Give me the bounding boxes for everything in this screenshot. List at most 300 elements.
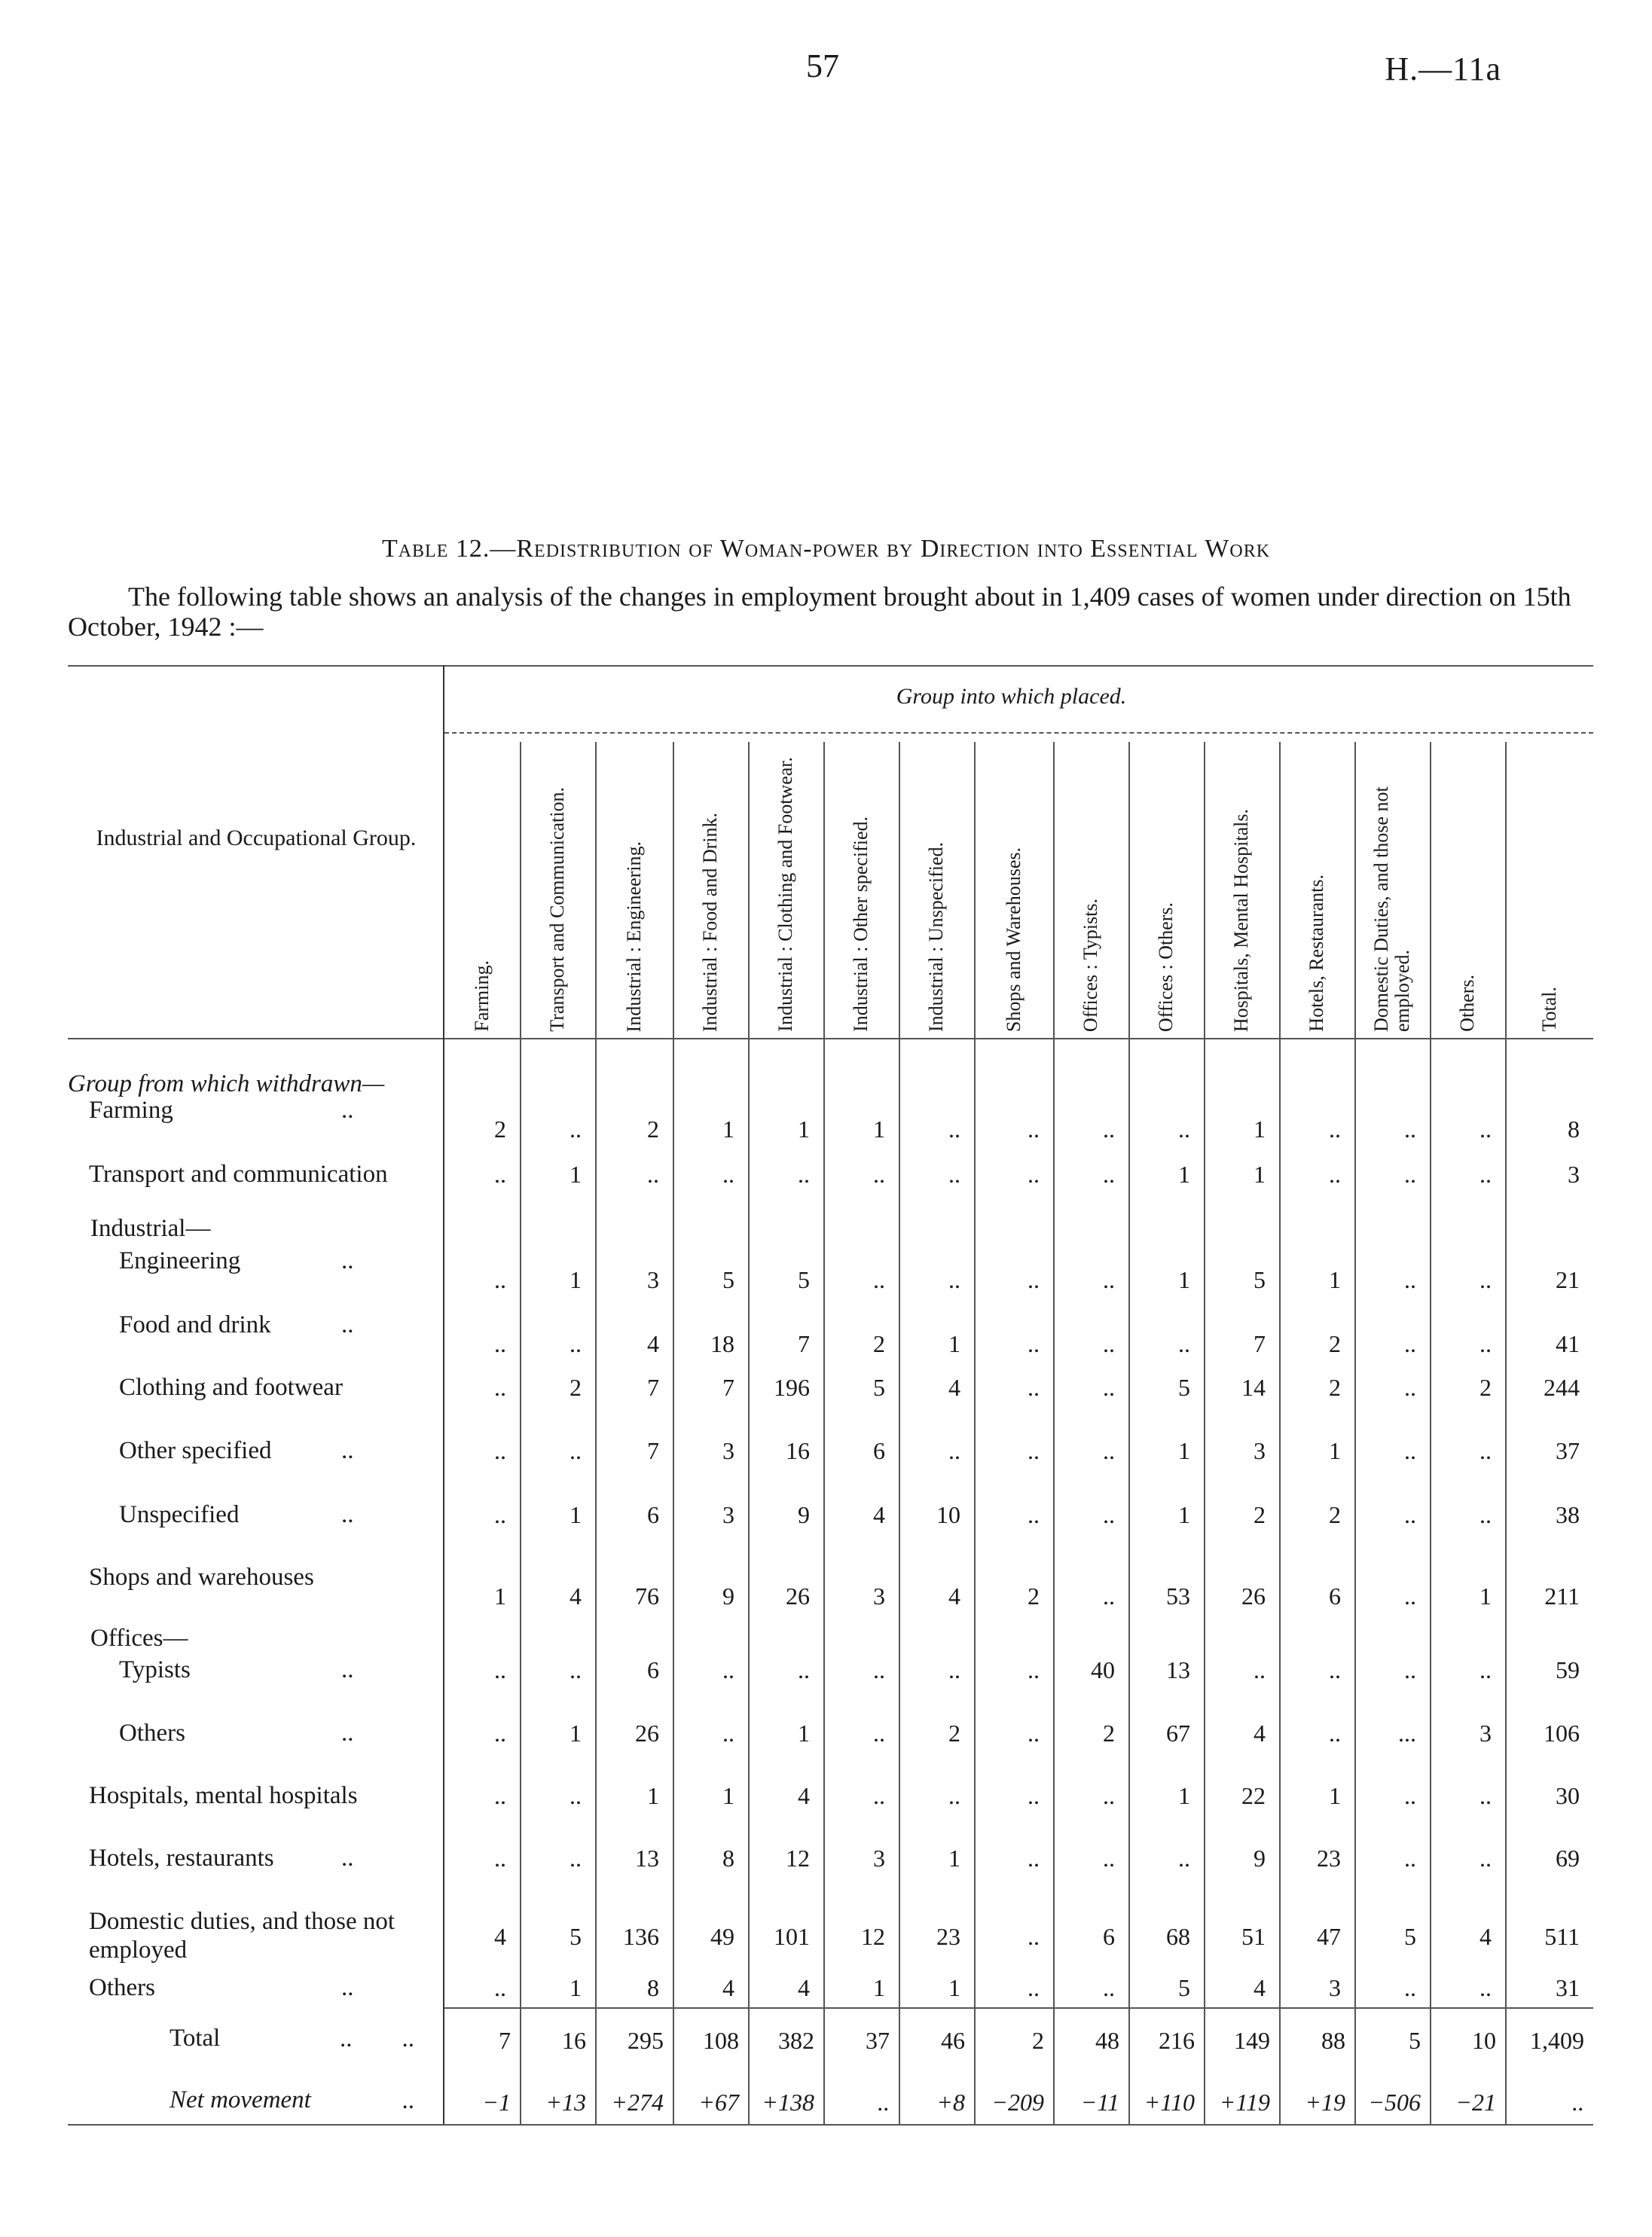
table-cell: 1 bbox=[722, 1782, 734, 1809]
table-cell: .. bbox=[1103, 1266, 1115, 1293]
table-cell: 2 bbox=[569, 1374, 582, 1401]
column-header-text: Offices : Typists. bbox=[1079, 898, 1101, 1032]
column-header-text: Industrial : Unspecified. bbox=[925, 842, 947, 1032]
table-cell: 16 bbox=[786, 1437, 810, 1464]
table-cell: .. bbox=[873, 1656, 885, 1683]
document-reference: H.—11a bbox=[1385, 50, 1501, 87]
row-label bbox=[89, 1096, 409, 1125]
table-cell: .. bbox=[948, 1161, 960, 1188]
table-cell: .. bbox=[722, 1720, 734, 1747]
table-cell: .. bbox=[1178, 1330, 1190, 1357]
table-cell: 26 bbox=[635, 1720, 659, 1747]
table-cell: .. bbox=[1028, 1330, 1040, 1357]
table-cell: 1 bbox=[873, 1974, 885, 2001]
row-label bbox=[89, 1907, 402, 1964]
table-cell: .. bbox=[494, 1161, 506, 1188]
table-cell: .. bbox=[1479, 1974, 1492, 2001]
table-cell: 1 bbox=[873, 1115, 885, 1143]
table-cell: 69 bbox=[1556, 1845, 1580, 1872]
table-cell: 13 bbox=[1166, 1656, 1190, 1683]
table-cell: 5 bbox=[1178, 1374, 1190, 1401]
table-cell: .. bbox=[1028, 1501, 1040, 1528]
net-movement-cell: −506 bbox=[1368, 2089, 1421, 2116]
table-cell: 511 bbox=[1544, 1923, 1580, 1950]
table-cell: .. bbox=[1028, 1720, 1040, 1747]
table-cell: 3 bbox=[722, 1437, 734, 1464]
table-cell: .. bbox=[1103, 1974, 1115, 2001]
column-header bbox=[1430, 742, 1505, 1032]
table-cell: .. bbox=[1404, 1501, 1416, 1528]
table-cell: 1 bbox=[798, 1115, 810, 1143]
column-header bbox=[673, 742, 748, 1032]
net-movement-cell: .. bbox=[1572, 2089, 1584, 2116]
table-cell: 22 bbox=[1241, 1782, 1266, 1809]
table-cell: .. bbox=[494, 1374, 506, 1401]
table-cell: .. bbox=[873, 1720, 885, 1747]
table-cell: .. bbox=[1178, 1845, 1190, 1872]
table-cell: 1 bbox=[569, 1974, 582, 2001]
table-cell: .. bbox=[1028, 1782, 1040, 1809]
row-label-text: Unspecified bbox=[119, 1501, 240, 1528]
column-header bbox=[748, 742, 823, 1032]
column-header bbox=[520, 742, 595, 1032]
table-cell: 4 bbox=[1479, 1923, 1492, 1950]
column-header-text: Industrial : Food and Drink. bbox=[699, 812, 721, 1032]
table-cell: 47 bbox=[1317, 1923, 1341, 1950]
total-cell: 108 bbox=[703, 2027, 739, 2054]
table-cell: 244 bbox=[1544, 1374, 1580, 1401]
table-cell: .. bbox=[873, 1782, 885, 1809]
table-cell: 4 bbox=[647, 1330, 659, 1357]
table-cell: 68 bbox=[1166, 1923, 1190, 1950]
table-cell: 1 bbox=[722, 1115, 734, 1143]
table-cell: .. bbox=[1103, 1330, 1115, 1357]
table-cell: 4 bbox=[798, 1974, 810, 2001]
table-cell: .. bbox=[494, 1720, 506, 1747]
table-cell: .. bbox=[1479, 1782, 1492, 1809]
column-header bbox=[974, 742, 1053, 1032]
table-cell: .. bbox=[722, 1161, 734, 1188]
table-cell: 1 bbox=[1254, 1115, 1266, 1143]
table-cell: .. bbox=[873, 1161, 885, 1188]
row-header-label: Industrial and Occupational Group. bbox=[96, 826, 417, 850]
table-cell: .. bbox=[948, 1656, 960, 1683]
table-cell: 1 bbox=[1178, 1266, 1190, 1293]
table-cell: .. bbox=[1103, 1782, 1115, 1809]
table-cell: 1 bbox=[1178, 1782, 1190, 1809]
table-cell: .. bbox=[1329, 1656, 1341, 1683]
table-cell: .. bbox=[1479, 1501, 1492, 1528]
row-label-text: Food and drink bbox=[119, 1311, 271, 1338]
table-cell: 1 bbox=[1329, 1782, 1341, 1809]
table-cell: .. bbox=[1178, 1115, 1190, 1143]
table-cell: .. bbox=[1479, 1656, 1492, 1683]
table-cell: .. bbox=[1329, 1720, 1341, 1747]
table-cell: 1 bbox=[798, 1720, 810, 1747]
row-label-text: Typists bbox=[119, 1656, 191, 1683]
row-label bbox=[119, 1719, 409, 1747]
table-cell: 5 bbox=[1178, 1974, 1190, 2001]
table-cell: .. bbox=[569, 1115, 582, 1143]
table-cell: .. bbox=[1479, 1266, 1492, 1293]
table-cell: .. bbox=[494, 1656, 506, 1683]
column-header bbox=[1505, 742, 1593, 1032]
table-cell: 18 bbox=[710, 1330, 734, 1357]
table-cell: .. bbox=[1479, 1161, 1492, 1188]
net-movement-cell: +110 bbox=[1144, 2089, 1195, 2116]
table-cell: 4 bbox=[798, 1782, 810, 1809]
page-number: 57 bbox=[806, 47, 839, 84]
table-cell: 3 bbox=[1479, 1720, 1492, 1747]
table-cell: 3 bbox=[647, 1266, 659, 1293]
total-cell: 149 bbox=[1234, 2027, 1270, 2054]
total-cell: 5 bbox=[1409, 2027, 1421, 2054]
table-cell: 8 bbox=[647, 1974, 659, 2001]
table-cell: 1 bbox=[948, 1330, 960, 1357]
table-cell: .. bbox=[1479, 1330, 1492, 1357]
table-cell: 9 bbox=[1254, 1845, 1266, 1872]
table-cell: 3 bbox=[1329, 1974, 1341, 2001]
column-header-text: Industrial : Other specified. bbox=[850, 816, 872, 1032]
table-cell: .. bbox=[948, 1115, 960, 1143]
table-cell: 2 bbox=[1329, 1374, 1341, 1401]
net-movement-cell: +8 bbox=[936, 2089, 965, 2116]
table-cell: 5 bbox=[722, 1266, 734, 1293]
table-cell: 4 bbox=[722, 1974, 734, 2001]
table-cell: 1 bbox=[1254, 1161, 1266, 1188]
table-cell: 5 bbox=[873, 1374, 885, 1401]
row-label bbox=[89, 1563, 409, 1592]
table-bottom-rule bbox=[68, 2124, 1593, 2126]
row-label-text: Engineering bbox=[119, 1247, 241, 1274]
table-cell: 2 bbox=[1329, 1330, 1341, 1357]
table-cell: 40 bbox=[1091, 1656, 1115, 1683]
net-movement-cell: −11 bbox=[1080, 2089, 1119, 2116]
section-offices-label: Offices— bbox=[90, 1625, 188, 1652]
column-header bbox=[1354, 742, 1430, 1032]
total-cell: 16 bbox=[562, 2027, 586, 2054]
column-header-text: Hotels, Restaurants. bbox=[1305, 874, 1327, 1032]
table-cell: 2 bbox=[494, 1115, 506, 1143]
table-cell: .. bbox=[494, 1782, 506, 1809]
net-movement-cell: +67 bbox=[698, 2089, 739, 2116]
group-placed-label: Group into which placed. bbox=[896, 684, 1127, 709]
table-cell: 1 bbox=[569, 1501, 582, 1528]
table-cell: 9 bbox=[798, 1501, 810, 1528]
table-cell: 53 bbox=[1166, 1582, 1190, 1610]
net-movement-cell: +138 bbox=[762, 2089, 814, 2116]
table-cell: .. bbox=[1329, 1161, 1341, 1188]
column-header-text: Offices : Others. bbox=[1155, 902, 1177, 1032]
column-header-text: Shops and Warehouses. bbox=[1002, 847, 1024, 1032]
column-header bbox=[1279, 742, 1354, 1032]
column-header bbox=[1204, 742, 1279, 1032]
table-cell: .. bbox=[1028, 1374, 1040, 1401]
table-cell: 2 bbox=[1254, 1501, 1266, 1528]
total-cell: 295 bbox=[628, 2027, 664, 2054]
column-header bbox=[595, 742, 673, 1032]
table-cell: 12 bbox=[786, 1845, 810, 1872]
leader-dots: .. bbox=[341, 1656, 354, 1683]
total-cell: 7 bbox=[499, 2027, 511, 2054]
section-withdrawn-label: Group from which withdrawn— bbox=[68, 1070, 385, 1097]
table-cell: .. bbox=[1404, 1374, 1416, 1401]
table-cell: 3 bbox=[873, 1582, 885, 1610]
table-cell: .. bbox=[798, 1161, 810, 1188]
table-cell: 7 bbox=[1254, 1330, 1266, 1357]
table-cell: 21 bbox=[1556, 1266, 1580, 1293]
table-cell: .. bbox=[1404, 1161, 1416, 1188]
leader-dots: .. bbox=[341, 1720, 354, 1747]
leader-dots: .. bbox=[341, 1097, 354, 1124]
table-cell: 67 bbox=[1166, 1720, 1190, 1747]
table-cell: .. bbox=[494, 1437, 506, 1464]
table-cell: .. bbox=[798, 1656, 810, 1683]
table-cell: .. bbox=[494, 1501, 506, 1528]
table-cell: 8 bbox=[1568, 1115, 1580, 1143]
table-cell: .. bbox=[569, 1656, 582, 1683]
header-bottom-rule bbox=[68, 1038, 1593, 1039]
total-cell: 2 bbox=[1032, 2027, 1044, 2054]
table-cell: 1 bbox=[1329, 1437, 1341, 1464]
table-title: Table 12.—Redistribution of Woman-power by Direction into Essential Work bbox=[381, 535, 1271, 563]
row-label-text: Transport and communication bbox=[89, 1161, 388, 1188]
table-cell: .. bbox=[948, 1266, 960, 1293]
table-cell: 2 bbox=[1329, 1501, 1341, 1528]
table-cell: 5 bbox=[569, 1923, 582, 1950]
table-cell: 4 bbox=[948, 1374, 960, 1401]
column-header-text: Domestic Duties, and those not employed. bbox=[1370, 786, 1413, 1032]
column-header-text: Others. bbox=[1456, 975, 1478, 1032]
row-label bbox=[119, 1311, 409, 1339]
net-movement-cell: +119 bbox=[1219, 2089, 1270, 2116]
table-cell: 9 bbox=[722, 1582, 734, 1610]
table-cell: 76 bbox=[635, 1582, 659, 1610]
row-label-text: Hospitals, mental hospitals bbox=[89, 1782, 358, 1809]
table-cell: 38 bbox=[1556, 1501, 1580, 1528]
column-header-text: Total. bbox=[1537, 987, 1560, 1032]
table-cell: .. bbox=[569, 1782, 582, 1809]
column-header bbox=[899, 742, 974, 1032]
table-cell: 2 bbox=[1479, 1374, 1492, 1401]
table-cell: 4 bbox=[948, 1582, 960, 1610]
leader-dots: .. bbox=[341, 1974, 354, 2001]
table-cell: 106 bbox=[1544, 1720, 1580, 1747]
table-cell: .. bbox=[1028, 1845, 1040, 1872]
table-cell: 1 bbox=[948, 1845, 960, 1872]
table-cell: 8 bbox=[722, 1845, 734, 1872]
table-cell: .. bbox=[1329, 1115, 1341, 1143]
table-cell: .. bbox=[1028, 1115, 1040, 1143]
table-cell: 1 bbox=[494, 1582, 506, 1610]
total-label: Total bbox=[169, 2025, 221, 2052]
table-cell: .. bbox=[1103, 1437, 1115, 1464]
table-cell: .. bbox=[1404, 1330, 1416, 1357]
table-cell: 30 bbox=[1556, 1782, 1580, 1809]
table-cell: 26 bbox=[786, 1582, 810, 1610]
table-cell: .. bbox=[494, 1974, 506, 2001]
table-cell: 2 bbox=[948, 1720, 960, 1747]
table-cell: 1 bbox=[948, 1974, 960, 2001]
net-movement-cell: +274 bbox=[611, 2089, 664, 2116]
table-cell: .. bbox=[1028, 1974, 1040, 2001]
table-cell: 4 bbox=[494, 1923, 506, 1950]
table-cell: 12 bbox=[861, 1923, 885, 1950]
table-cell: .. bbox=[494, 1266, 506, 1293]
table-cell: 13 bbox=[635, 1845, 659, 1872]
row-label bbox=[119, 1247, 409, 1275]
leader-dots: .. bbox=[341, 1501, 354, 1528]
table-cell: 3 bbox=[873, 1845, 885, 1872]
table-cell: .. bbox=[1028, 1161, 1040, 1188]
table-cell: 4 bbox=[873, 1501, 885, 1528]
total-cell: 216 bbox=[1159, 2027, 1195, 2054]
table-cell: 1 bbox=[1329, 1266, 1341, 1293]
table-cell: .. bbox=[1028, 1923, 1040, 1950]
table-cell: .. bbox=[948, 1437, 960, 1464]
table-cell: .. bbox=[1103, 1501, 1115, 1528]
table-cell: .. bbox=[1103, 1374, 1115, 1401]
row-label-text: Clothing and footwear bbox=[119, 1374, 343, 1401]
net-movement-cell: +13 bbox=[545, 2089, 586, 2116]
total-cell: 37 bbox=[866, 2027, 890, 2054]
row-label-text: Others bbox=[119, 1720, 185, 1747]
table-cell: .. bbox=[873, 1266, 885, 1293]
column-header-text: Farming. bbox=[471, 960, 493, 1032]
net-movement-cell: −21 bbox=[1455, 2089, 1496, 2116]
table-cell: .. bbox=[1404, 1782, 1416, 1809]
table-cell: .. bbox=[1404, 1974, 1416, 2001]
total-cell: 1,409 bbox=[1530, 2027, 1584, 2054]
table-cell: 7 bbox=[647, 1374, 659, 1401]
table-cell: .. bbox=[1479, 1115, 1492, 1143]
row-label bbox=[89, 1844, 409, 1872]
total-rule bbox=[444, 2007, 1593, 2009]
leader-dots: .. bbox=[341, 1437, 354, 1464]
table-cell: .. bbox=[1404, 1845, 1416, 1872]
table-cell: 4 bbox=[1254, 1974, 1266, 2001]
row-label-text: Domestic duties, and those not employed bbox=[89, 1908, 395, 1964]
column-header-text: Transport and Communication. bbox=[546, 787, 568, 1032]
row-label-text: Others bbox=[89, 1974, 155, 2001]
table-cell: 2 bbox=[1028, 1582, 1040, 1610]
table-cell: .. bbox=[569, 1437, 582, 1464]
column-header bbox=[1053, 742, 1128, 1032]
table-cell: .. bbox=[1404, 1656, 1416, 1683]
row-label-text: Shops and warehouses bbox=[89, 1564, 314, 1591]
column-header-text: Industrial : Engineering. bbox=[622, 841, 645, 1032]
total-cell: 382 bbox=[778, 2027, 814, 2054]
table-cell: 1 bbox=[569, 1161, 582, 1188]
table-cell: .. bbox=[1103, 1115, 1115, 1143]
table-cell: .. bbox=[569, 1845, 582, 1872]
table-top-rule bbox=[68, 665, 1593, 667]
row-label-text: Farming bbox=[89, 1097, 173, 1124]
table-cell: 23 bbox=[936, 1923, 960, 1950]
net-movement-cell: −209 bbox=[991, 2089, 1044, 2116]
table-intro: The following table shows an analysis of the changes in employment brought about in 1,409 cases of women under direction on 15th October, 1942 :— bbox=[68, 581, 1571, 642]
table-cell: .. bbox=[1479, 1437, 1492, 1464]
table-cell: 5 bbox=[798, 1266, 810, 1293]
table-cell: 3 bbox=[1568, 1161, 1580, 1188]
column-header bbox=[444, 742, 520, 1032]
table-cell: .. bbox=[1254, 1656, 1266, 1683]
net-movement-label: Net movement bbox=[169, 2086, 311, 2113]
table-cell: 2 bbox=[647, 1115, 659, 1143]
table-cell: .. bbox=[1404, 1582, 1416, 1610]
column-header-text: Industrial : Clothing and Footwear. bbox=[774, 757, 796, 1032]
table-cell: .. bbox=[1103, 1582, 1115, 1610]
table-cell: 6 bbox=[647, 1656, 659, 1683]
row-label-text: Hotels, restaurants bbox=[89, 1845, 274, 1872]
table-cell: 1 bbox=[569, 1266, 582, 1293]
table-cell: 23 bbox=[1317, 1845, 1341, 1872]
table-cell: 6 bbox=[647, 1501, 659, 1528]
section-industrial-label: Industrial— bbox=[90, 1215, 211, 1242]
net-movement-cell: .. bbox=[878, 2089, 890, 2116]
table-cell: 5 bbox=[1254, 1266, 1266, 1293]
table-cell: 6 bbox=[1329, 1582, 1341, 1610]
table-cell: 101 bbox=[774, 1923, 810, 1950]
table-cell: .. bbox=[1103, 1161, 1115, 1188]
table-cell: 6 bbox=[873, 1437, 885, 1464]
table-cell: 6 bbox=[1103, 1923, 1115, 1950]
row-label bbox=[119, 1436, 409, 1465]
table-cell: 14 bbox=[1241, 1374, 1266, 1401]
table-cell: 1 bbox=[1178, 1501, 1190, 1528]
table-cell: 136 bbox=[623, 1923, 659, 1950]
row-label bbox=[119, 1656, 409, 1684]
table-cell: .. bbox=[494, 1330, 506, 1357]
table-cell: .. bbox=[1028, 1656, 1040, 1683]
table-cell: 3 bbox=[722, 1501, 734, 1528]
table-cell: 31 bbox=[1556, 1974, 1580, 2001]
table-cell: .. bbox=[1404, 1115, 1416, 1143]
table-cell: 2 bbox=[1103, 1720, 1115, 1747]
table-cell: ... bbox=[1398, 1720, 1416, 1747]
net-movement-cell: −1 bbox=[482, 2089, 511, 2116]
table-cell: 1 bbox=[1178, 1161, 1190, 1188]
table-cell: 211 bbox=[1544, 1582, 1580, 1610]
table-cell: .. bbox=[948, 1782, 960, 1809]
leader-dots: .. bbox=[341, 1247, 354, 1274]
table-cell: 59 bbox=[1556, 1656, 1580, 1683]
table-cell: 4 bbox=[1254, 1720, 1266, 1747]
row-label bbox=[89, 1781, 409, 1810]
leader-dots: .. bbox=[341, 1845, 354, 1872]
table-cell: .. bbox=[1479, 1845, 1492, 1872]
total-cell: 46 bbox=[941, 2027, 965, 2054]
table-cell: 10 bbox=[936, 1501, 960, 1528]
table-cell: 4 bbox=[569, 1582, 582, 1610]
row-label bbox=[119, 1500, 409, 1529]
table-cell: 41 bbox=[1556, 1330, 1580, 1357]
table-cell: .. bbox=[1404, 1437, 1416, 1464]
table-cell: .. bbox=[569, 1330, 582, 1357]
table-cell: .. bbox=[1028, 1266, 1040, 1293]
table-cell: .. bbox=[647, 1161, 659, 1188]
column-header-text: Hospitals, Mental Hospitals. bbox=[1230, 808, 1252, 1032]
table-cell: 3 bbox=[1254, 1437, 1266, 1464]
row-label bbox=[89, 1973, 409, 2002]
table-cell: 196 bbox=[774, 1374, 810, 1401]
table-cell: .. bbox=[1103, 1845, 1115, 1872]
group-placed-rule bbox=[444, 732, 1593, 734]
total-cell: 48 bbox=[1095, 2027, 1119, 2054]
table-cell: 1 bbox=[647, 1782, 659, 1809]
table-cell: 5 bbox=[1404, 1923, 1416, 1950]
net-movement-cell: +19 bbox=[1305, 2089, 1345, 2116]
